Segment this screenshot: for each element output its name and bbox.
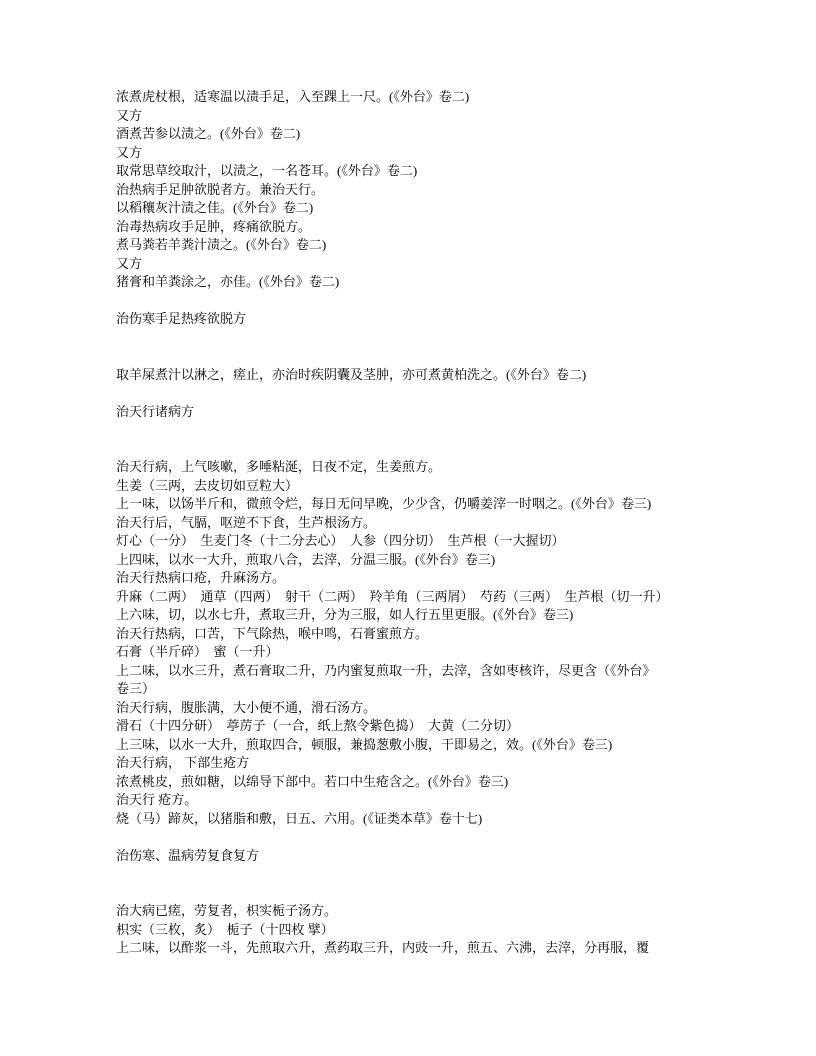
text-line: 上三味，以水一大升，煎取四合，顿服，兼捣葱敷小腹，干即易之，效。(《外台》卷三)	[116, 736, 613, 752]
text-line: 治天行病， 下部生疮方	[116, 755, 250, 770]
text-line: 治伤寒、温病劳复食复方	[116, 847, 260, 863]
text-line: 又方	[116, 255, 143, 271]
text-line: 治伤寒手足热疼欲脱方	[116, 311, 247, 326]
blank-line	[116, 347, 718, 366]
text-line: 治热病手足肿欲脱者方。兼治天行。	[116, 181, 325, 197]
text-line: 取常思草绞取汁，以渍之，一名苍耳。(《外台》卷二)	[116, 163, 418, 178]
text-line: 又方	[116, 144, 143, 160]
text-line: 卷三）	[116, 681, 156, 696]
document-content	[116, 88, 718, 958]
text-line: 滑石（十四分研） 葶苈子（一合，纸上熬令紫色捣） 大黄（二分切）	[116, 718, 520, 733]
text-line: 上二味，以水三升，煮石膏取二升，乃内蜜复煎取一升，去滓，含如枣核许，尽更含（《外台》	[116, 662, 656, 678]
text-line: 治天行病，腹胀满，大小便不通，滑石汤方。	[116, 699, 377, 715]
text-line: 猪膏和羊粪涂之，亦佳。(《外台》卷二)	[116, 274, 340, 289]
text-line: 治大病已瘥，劳复者，枳实栀子汤方。	[116, 903, 338, 918]
text-line: 生姜（三两，去皮切如豆粒大）	[116, 477, 299, 493]
text-line: 治天行病，上气咳嗽，多唾粘涎，日夜不定，生姜煎方。	[116, 459, 442, 474]
text-line: 上二味，以酢浆一斗，先煎取六升，煮药取三升，内豉一升，煎五、六沸，去滓，分再服，覆	[116, 940, 650, 955]
blank-line	[116, 292, 718, 311]
blank-line	[116, 440, 718, 459]
blank-line	[116, 884, 718, 903]
text-line: 取羊屎煮汁以淋之，瘥止，亦治时疾阴囊及茎肿，亦可煮黄柏洗之。(《外台》卷二)	[116, 366, 587, 382]
text-line: 以稻穰灰汁渍之佳。(《外台》卷二)	[116, 200, 314, 215]
text-line: 治天行热病口疮，升麻汤方。	[116, 570, 286, 585]
text-line: 上六味，切，以水七升，煮取三升，分为三服，如人行五里更服。(《外台》卷三)	[116, 607, 574, 622]
blank-line	[116, 828, 718, 847]
text-line: 治天行 疮方。	[116, 792, 198, 807]
text-line: 灯心（一分） 生麦门冬（十二分去心） 人参（四分切） 生芦根（一大握切）	[116, 533, 565, 548]
text-line: 上一味，以饧半斤和，微煎令烂，每日无问早晚，少少含，仍嚼姜滓一时咽之。(《外台》卷三)	[116, 496, 652, 511]
text-line: 治天行后，气膈，呕逆不下食，生芦根汤方。	[116, 514, 377, 530]
blank-line	[116, 865, 718, 884]
text-line: 浓煮桃皮，煎如糖，以绵导下部中。若口中生疮含之。(《外台》卷三)	[116, 773, 509, 789]
text-line: 煮马粪若羊粪汁渍之。(《外台》卷二)	[116, 237, 327, 252]
blank-line	[116, 421, 718, 440]
text-line: 治天行诸病方	[116, 403, 195, 419]
text-line: 烧（马）蹄灰，以猪脂和敷，日五、六用。(《证类本草》卷十七)	[116, 810, 483, 826]
text-line: 浓煮虎杖根，适寒温以渍手足，入至踝上一尺。(《外台》卷二)	[116, 89, 470, 104]
text-line: 升麻（二两） 通草（四两） 射干（二两） 羚羊角（三两屑） 芍药（三两） 生芦根（切一升）	[116, 588, 669, 604]
blank-line	[116, 384, 718, 403]
text-line: 治毒热病攻手足肿，疼痛欲脱方。	[116, 218, 312, 234]
text-line: 枳实（三枚，炙） 栀子（十四枚 擘）	[116, 921, 334, 937]
text-line: 上四味，以水一大升，煎取八合，去滓，分温三服。(《外台》卷三)	[116, 551, 496, 567]
text-line: 治天行热病，口苦，下气除热，喉中鸣，石膏蜜煎方。	[116, 625, 429, 641]
text-line: 石膏（半斤碎） 蜜（一升）	[116, 644, 279, 659]
text-line: 酒煮苦参以渍之。(《外台》卷二)	[116, 126, 301, 141]
blank-line	[116, 329, 718, 348]
text-line: 又方	[116, 107, 143, 123]
